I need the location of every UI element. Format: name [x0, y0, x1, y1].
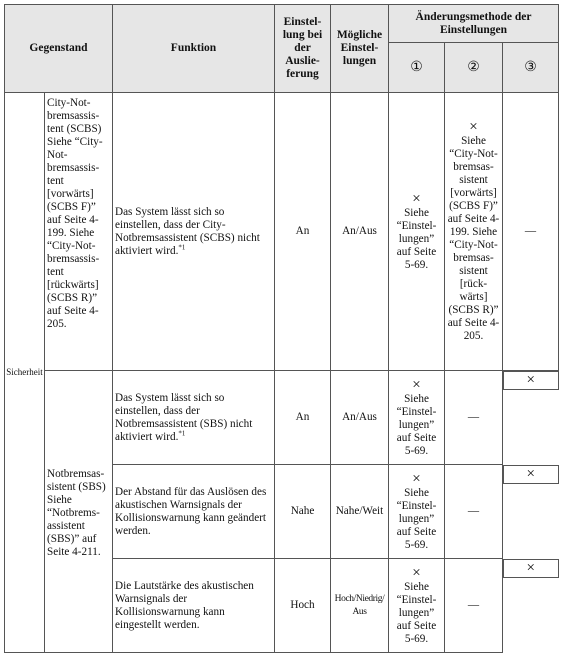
header-einstellung: Einstel- lung bei der Auslie- ferung	[275, 5, 331, 93]
row-method-1: × Siehe “Einstel- lungen” auf Seite 5-69.	[389, 465, 445, 559]
header-method-2: ②	[445, 43, 503, 93]
cross-icon: ×	[412, 376, 421, 393]
header-aenderung: Änderungsmethode der Einstellungen	[389, 5, 559, 43]
row-method-3: ×	[503, 465, 559, 484]
cross-icon: ×	[469, 119, 478, 135]
row-method-2: —	[445, 465, 503, 559]
row-funktion: Der Abstand für das Auslösen des akustischen Warnsignals der Kollisionswarnung kann geändert werden.	[113, 465, 275, 559]
cross-icon: ×	[412, 564, 421, 581]
item-sbs: Notbremsas- sistent (SBS) Siehe “Notbrems- assistent (SBS)” auf Seite 4-211.	[45, 371, 113, 653]
row-method-3: ×	[503, 559, 559, 578]
row-default: Hoch	[275, 559, 331, 653]
row-funktion: Die Lautstärke des akustischen Warnsignals der Kollisionswarnung kann eingestellt werden.	[113, 559, 275, 653]
row-options: An/Aus	[331, 371, 389, 465]
header-funktion: Funktion	[113, 5, 275, 93]
row-default: An	[275, 371, 331, 465]
header-method-3: ③	[503, 43, 559, 93]
row-options: An/Aus	[331, 93, 389, 371]
header-method-1: ①	[389, 43, 445, 93]
row-method-2: × Siehe “City-Not- bremsas- sistent [vorwärts] (SCBS F)” auf Seite 4-199. Siehe “City-Not- bremsas- sistent [rück- wärts] (SCBS R)” auf Seite 4-205.	[445, 93, 503, 371]
row-options: Nahe/Weit	[331, 465, 389, 559]
cross-icon: ×	[412, 470, 421, 487]
item-scbs: City-Not- bremsassis- tent (SCBS) Siehe “City-Not- bremsassis- tent [vorwärts] (SCBS F)” auf Seite 4-199. Siehe “City-Not- bremsassis- tent [rückwärts] (SCBS R)” auf Seite 4-205.	[45, 93, 113, 371]
row-method-1: × Siehe “Einstel- lungen” auf Seite 5-69.	[389, 371, 445, 465]
row-method-3: —	[503, 93, 559, 371]
header-moegliche: Mögliche Einstel- lungen	[331, 5, 389, 93]
settings-table	[4, 4, 559, 653]
cross-icon: ×	[412, 190, 421, 207]
category-cell: Sicherheit	[5, 93, 45, 653]
row-method-1: × Siehe “Einstel- lungen” auf Seite 5-69.	[389, 559, 445, 653]
footnote-mark: *1	[178, 242, 186, 251]
row-method-2: —	[445, 371, 503, 465]
row-method-2: —	[445, 559, 503, 653]
row-method-3: ×	[503, 371, 559, 390]
row-funktion: Das System lässt sich so einstellen, dass der City-Notbremsassistent (SCBS) nicht aktiviert wird.$^{*1}$	[113, 93, 275, 371]
footnote-mark: *1	[178, 428, 186, 437]
row-method-1: × Siehe “Einstel- lungen” auf Seite 5-69.	[389, 93, 445, 371]
row-default: An	[275, 93, 331, 371]
header-gegenstand: Gegenstand	[5, 5, 113, 93]
row-funktion: Das System lässt sich so einstellen, dass der Notbremsassistent (SBS) nicht aktiviert wird.$^{*1}$	[113, 371, 275, 465]
row-default: Nahe	[275, 465, 331, 559]
row-options: Hoch/Niedrig/ Aus	[331, 559, 389, 653]
